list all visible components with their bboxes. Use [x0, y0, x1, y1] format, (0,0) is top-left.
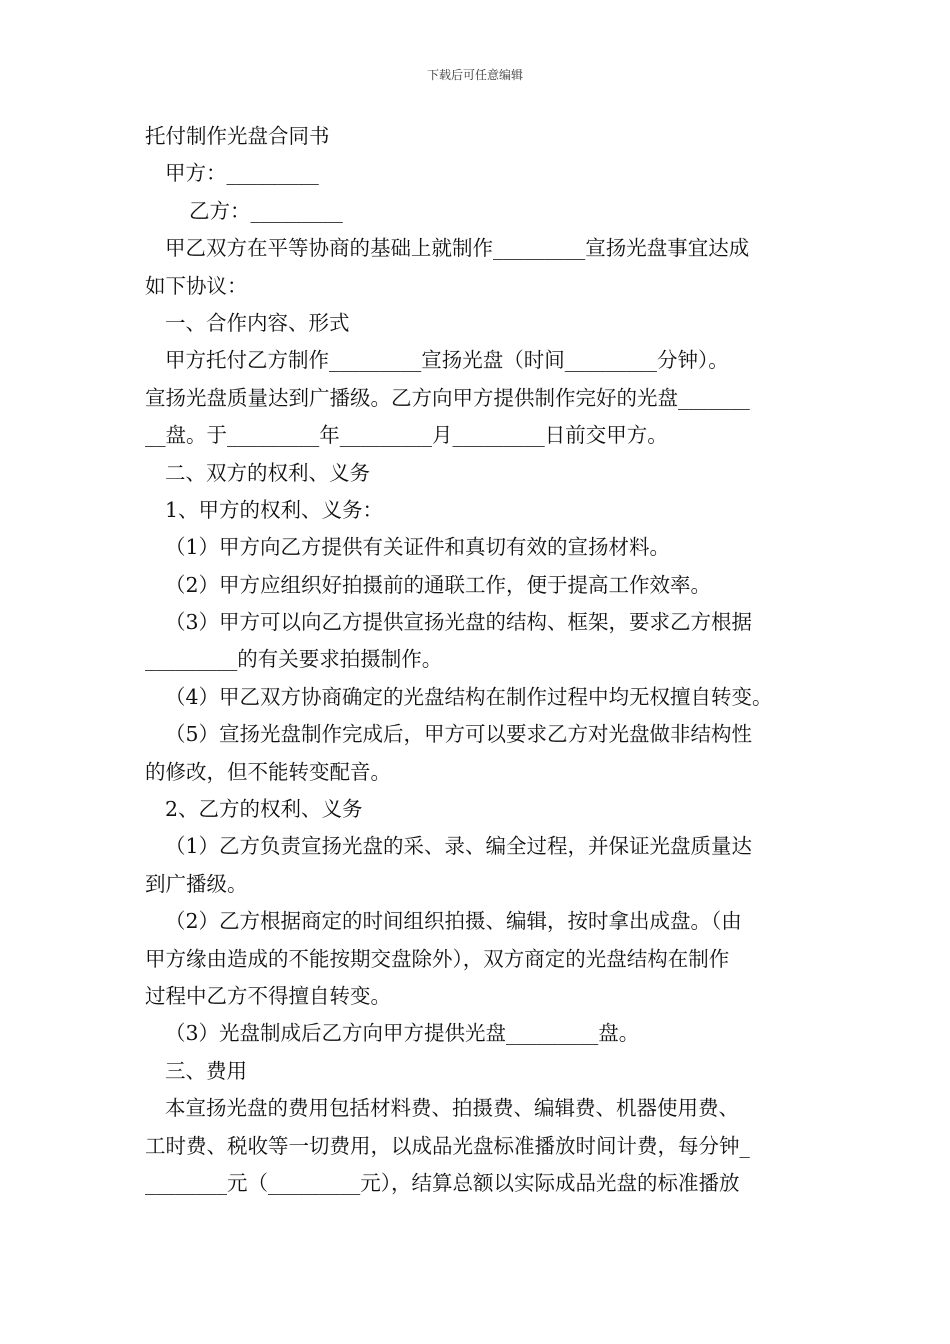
clause-line: （2）乙方根据商定的时间组织拍摄、编辑，按时拿出成盘。（由 [165, 909, 742, 934]
page-header: 下载后可任意编辑 [426, 68, 523, 82]
clause-line: （1）乙方负责宣扬光盘的采、录、编全过程，并保证光盘质量达 [165, 834, 753, 859]
section-heading: 二、双方的权利、义务 [165, 460, 370, 485]
clause-line: （5）宣扬光盘制作完成后，甲方可以要求乙方对光盘做非结构性 [165, 722, 753, 747]
section-heading: 三、费用 [165, 1058, 247, 1083]
party-a-line: 甲方：_________ [165, 161, 319, 186]
doc-title: 托付制作光盘合同书 [145, 124, 330, 148]
section-heading: 一、合作内容、形式 [165, 310, 350, 335]
intro-line: 如下协议： [145, 273, 248, 298]
paragraph-line: 甲方托付乙方制作_________宣扬光盘（时间_________分钟）。 [165, 348, 729, 373]
clause-line: （1）甲方向乙方提供有关证件和真切有效的宣扬材料。 [165, 535, 671, 560]
paragraph-line: __盘。于_________年_________月_________日前交甲方。 [145, 423, 668, 448]
clause-line: 到广播级。 [145, 871, 248, 896]
clause-line: （3）光盘制成后乙方向甲方提供光盘_________盘。 [165, 1021, 640, 1046]
contract-body [145, 118, 810, 1202]
clause-line: 甲方缘由造成的不能按期交盘除外），双方商定的光盘结构在制作 [145, 946, 730, 971]
subsection-heading: 1、甲方的权利、义务： [165, 497, 384, 522]
clause-line: 过程中乙方不得擅自转变。 [145, 983, 391, 1008]
paragraph-line: ________元（_________元），结算总额以实际成品光盘的标准播放 [145, 1170, 740, 1195]
subsection-heading: 2、乙方的权利、义务 [165, 797, 363, 822]
paragraph-line: 工时费、税收等一切费用，以成品光盘标准播放时间计费，每分钟_ [145, 1133, 750, 1158]
clause-line: （4）甲乙双方协商确定的光盘结构在制作过程中均无权擅自转变。 [165, 684, 773, 709]
clause-line: 的修改，但不能转变配音。 [145, 759, 391, 784]
intro-line: 甲乙双方在平等协商的基础上就制作_________宣扬光盘事宜达成 [165, 236, 750, 261]
clause-line: （2）甲方应组织好拍摄前的通联工作，便于提高工作效率。 [165, 572, 712, 597]
paragraph-line: 宣扬光盘质量达到广播级。乙方向甲方提供制作完好的光盘_______ [145, 385, 750, 410]
party-b-line: 乙方：_________ [189, 198, 343, 223]
clause-line: _________的有关要求拍摄制作。 [145, 647, 443, 672]
paragraph-line: 本宣扬光盘的费用包括材料费、拍摄费、编辑费、机器使用费、 [165, 1096, 739, 1121]
clause-line: （3）甲方可以向乙方提供宣扬光盘的结构、框架，要求乙方根据 [165, 610, 753, 635]
